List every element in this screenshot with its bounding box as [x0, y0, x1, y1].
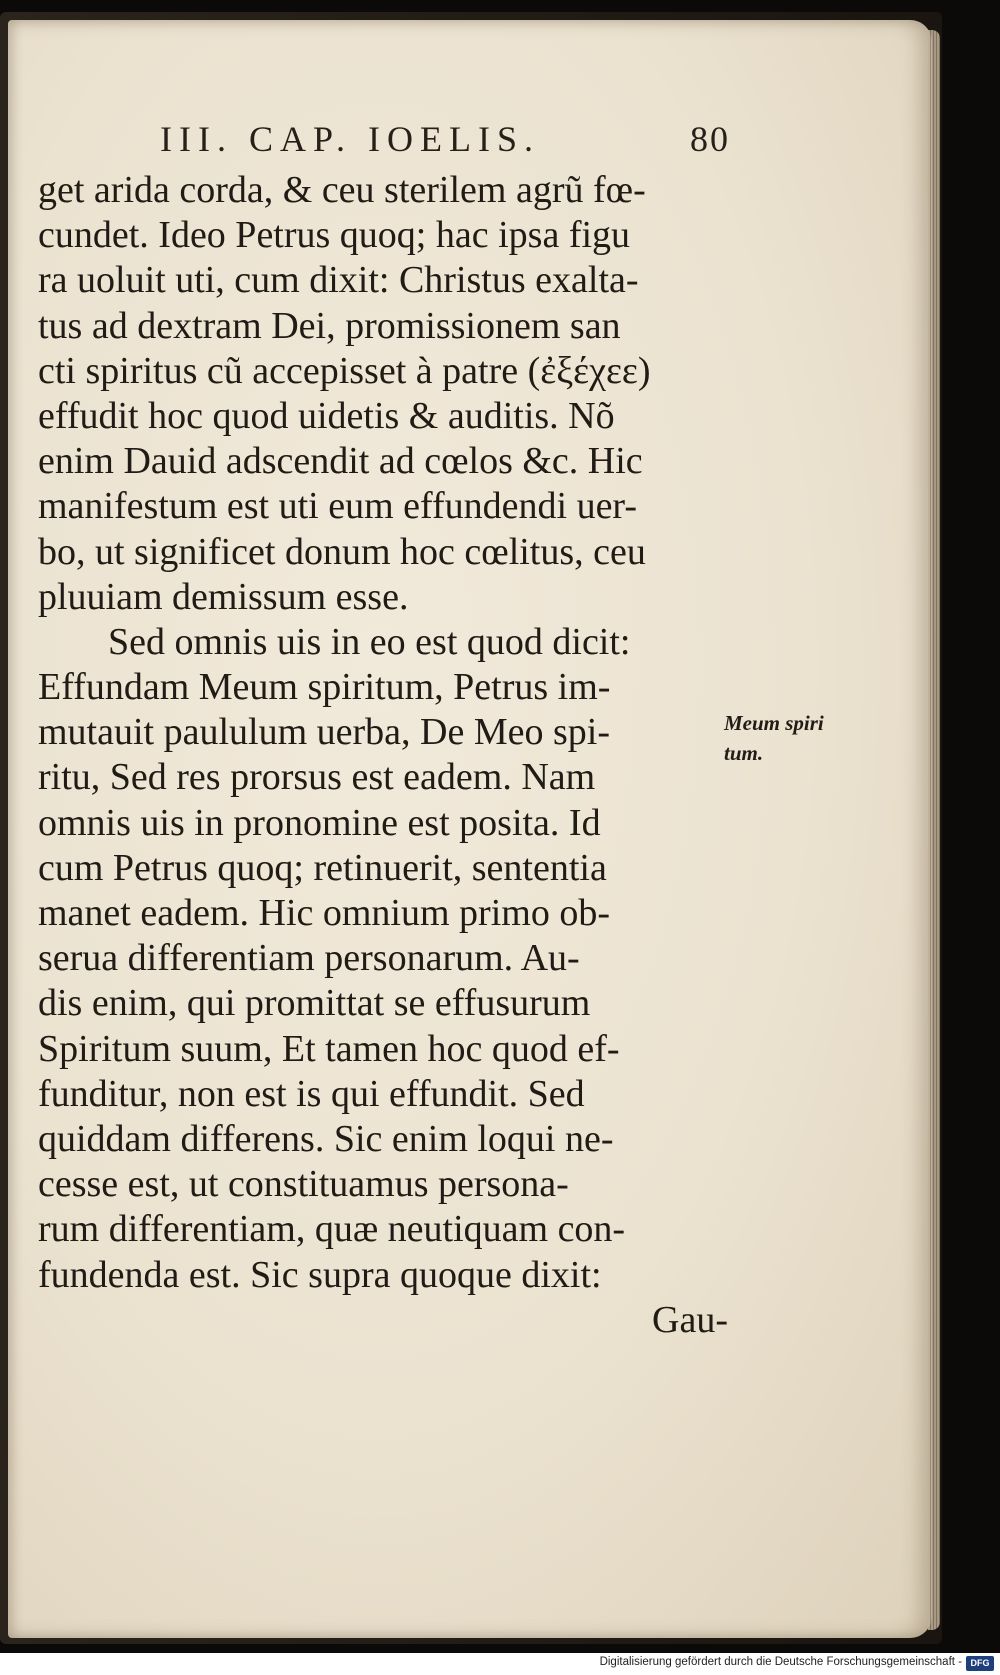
text-line: effudit hoc quod uidetis & auditis. Nõ: [38, 394, 615, 437]
page-fore-edge: [928, 30, 940, 1630]
margin-note-line: Meum spiri: [724, 711, 824, 735]
dfg-logo-icon: DFG: [966, 1656, 994, 1671]
text-line: pluuiam demissum esse.: [38, 575, 409, 618]
body-text: [38, 168, 728, 1343]
text-line: Spiritum suum, Et tamen hoc quod ef-: [38, 1027, 620, 1070]
text-line: get arida corda, & ceu sterilem agrũ fœ-: [38, 169, 646, 211]
running-head-title: III. CAP. IOELIS.: [160, 119, 540, 159]
text-line: rum differentiam, quæ neutiquam con-: [38, 1208, 626, 1251]
text-line: serua differentiam personarum. Au-: [38, 937, 580, 980]
text-line: omnis uis in pronomine est posita. Id: [38, 801, 601, 844]
text-line: cundet. Ideo Petrus quoq; hac ipsa figu: [38, 214, 631, 257]
text-line: mutauit paululum uerba, De Meo spi-: [38, 711, 610, 754]
text-line: bo, ut significet donum hoc cœlitus, ceu: [38, 530, 646, 573]
text-line: cti spiritus cũ accepisset à patre (ἐξέχεε): [38, 349, 651, 392]
folio-number: 80: [690, 119, 730, 159]
text-line: Effundam Meum spiritum, Petrus im-: [38, 666, 611, 709]
text-line: ra uoluit uti, cum dixit: Christus exalta-: [38, 259, 639, 302]
text-line: ritu, Sed res prorsus est eadem. Nam: [38, 756, 596, 799]
text-line: fundenda est. Sic supra quoque dixit:: [38, 1253, 602, 1296]
running-head: [150, 118, 730, 162]
catchword: Gau-: [652, 1298, 728, 1341]
text-line: quiddam differens. Sic enim loqui ne-: [38, 1117, 614, 1160]
margin-note-line: tum.: [724, 741, 764, 765]
text-line: dis enim, qui promittat se effusurum: [38, 982, 591, 1025]
text-line: cum Petrus quoq; retinuerit, sententia: [38, 846, 607, 889]
text-line: manet eadem. Hic omnium primo ob-: [38, 892, 610, 934]
digitization-footer: [0, 1653, 1000, 1675]
funding-credit: Digitalisierung gefördert durch die Deutsche Forschungsgemeinschaft -: [599, 1656, 962, 1668]
paragraph-start-line: Sed omnis uis in eo est quod dicit:: [108, 620, 631, 663]
text-line: cesse est, ut constituamus persona-: [38, 1163, 569, 1206]
text-line: tus ad dextram Dei, promissionem san: [38, 304, 621, 347]
margin-note: [724, 708, 884, 768]
text-line: manifestum est uti eum effundendi uer-: [38, 485, 637, 528]
text-line: enim Dauid adscendit ad cœlos &c. Hic: [38, 440, 643, 483]
text-line: funditur, non est is qui effundit. Sed: [38, 1072, 585, 1115]
